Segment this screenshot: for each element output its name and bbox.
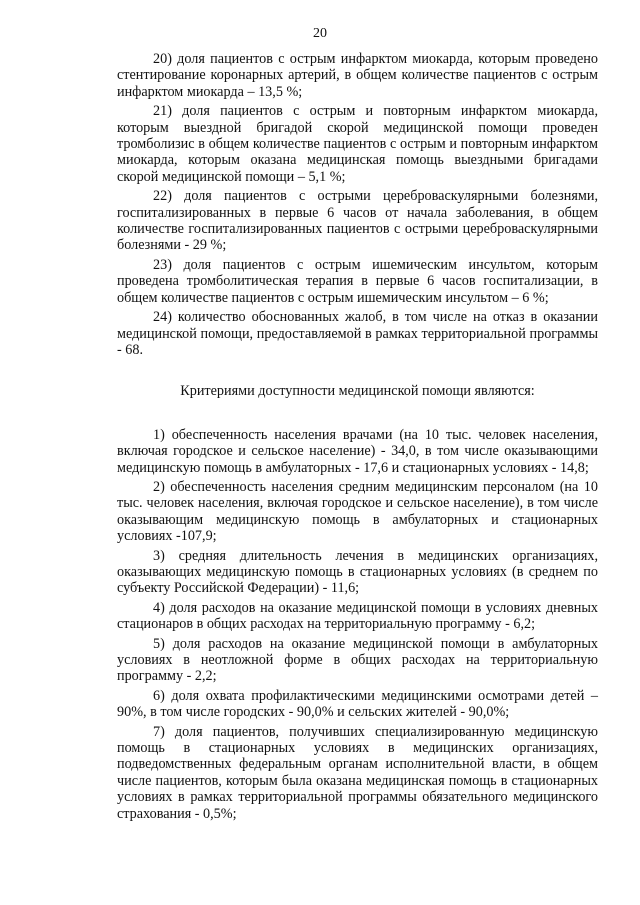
criteria-item-2: 2) обеспеченность населения средним медицинским персоналом (на 10 тыс. человек населения, включая городское и сельское население), в том числе оказывающим медицинскую помощь в амбулаторных и стационарных условиях -107,9; (117, 478, 598, 545)
criteria-item-7: 7) доля пациентов, получивших специализированную медицинскую помощь в стационарных условиях в медицинских организациях, подведомственных федеральным органам исполнительной власти, в общем числе пациентов, которым была оказана медицинская помощь в стационарных условиях в рамках территориальной программы обязательного медицинского страхования - 0,5%; (117, 723, 598, 822)
criteria-item-6: 6) доля охвата профилактическими медицинскими осмотрами детей – 90%, в том числе городских - 90,0% и сельских жителей - 90,0%; (117, 687, 598, 721)
document-body (117, 51, 598, 825)
criteria-item-1: 1) обеспеченность населения врачами (на 10 тыс. человек населения, включая городское и сельское население) - 34,0, в том числе оказывающими медицинскую помощь в амбулаторных - 17,6 и стационарных условиях - 14,8; (117, 426, 598, 476)
section-heading: Критериями доступности медицинской помощи являются: (180, 383, 535, 400)
criteria-item-3: 3) средняя длительность лечения в медицинских организациях, оказывающих медицинскую помощь в стационарных условиях (в среднем по субъекту Российской Федерации) - 11,6; (117, 547, 598, 597)
page-number: 20 (313, 26, 327, 41)
criteria-item-4: 4) доля расходов на оказание медицинской помощи в условиях дневных стационаров в общих расходах на территориальную программу - 6,2; (117, 599, 598, 633)
paragraph-item-24: 24) количество обоснованных жалоб, в том числе на отказ в оказании медицинской помощи, предоставляемой в рамках территориальной программы - 68. (117, 309, 598, 358)
paragraph-item-22: 22) доля пациентов с острыми цереброваскулярными болезнями, госпитализированных в первые 6 часов от начала заболевания, в общем количестве госпитализированных пациентов с острыми цереброваскулярными болезнями - 29 %; (117, 188, 598, 254)
paragraph-item-23: 23) доля пациентов с острым ишемическим инсультом, которым проведена тромболитическая терапия в первые 6 часов госпитализации, в общем количестве пациентов с острым ишемическим инсультом – 6 %; (117, 256, 598, 306)
criteria-item-5: 5) доля расходов на оказание медицинской помощи в амбулаторных условиях в неотложной форме в общих расходах на территориальную программу - 2,2; (117, 635, 598, 685)
paragraph-item-20: 20) доля пациентов с острым инфарктом миокарда, которым проведено стентирование коронарных артерий, в общем количестве пациентов с острым инфарктом миокарда – 13,5 %; (117, 51, 598, 100)
paragraph-item-21: 21) доля пациентов с острым и повторным инфарктом миокарда, которым выездной бригадой скорой медицинской помощи проведен тромболизис в общем количестве пациентов с острым и повторным инфарктом миокарда, которым оказана медицинская помощь выездными бригадами скорой медицинской помощи – 5,1 %; (117, 103, 598, 185)
